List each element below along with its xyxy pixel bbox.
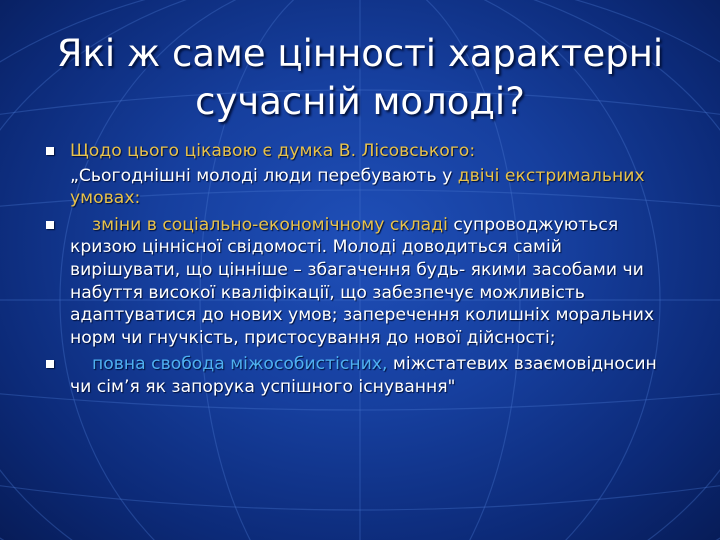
bullet-item-3 (46, 353, 676, 398)
slide-title (20, 30, 700, 126)
bullet1-highlight2: двічі екстримальних умовах: (70, 165, 645, 209)
bullet2-highlight: зміни в соціально-економічному складі (92, 214, 448, 235)
bullet3-highlight: повна свобода міжособистісних, (92, 354, 388, 375)
bullet-item-2 (46, 214, 676, 350)
square-bullet-icon (46, 360, 54, 368)
square-bullet-icon (46, 221, 54, 229)
bullet1-highlight: Щодо цього цікавою є думка В. Лісовського: (70, 141, 476, 161)
bullet2-text: супроводжуються кризою ціннісної свідомості. Молоді доводиться самій вирішувати, що цінніше – збагачення будь- якими засобами чи набуття високої кваліфікації, що забезпечує можливість адаптуватися до нових умов; заперечення колишніх моральних норм чи гнучкість, пристосування до нової дійсності; (70, 214, 655, 348)
slide-title-line1: Які ж саме цінності характерні (56, 32, 664, 75)
slide-title-line2: сучасній молоді? (195, 80, 525, 123)
bullet-item-1 (46, 140, 676, 210)
square-bullet-icon (46, 147, 54, 155)
slide-content (46, 140, 676, 403)
bullet3-text: міжстатевих взаємовідносин чи сім’я як запорука успішного існування" (70, 354, 657, 397)
bullet1-text: „Сьогоднішні молоді люди перебувають у (70, 165, 458, 186)
bullet1-body (70, 165, 676, 210)
